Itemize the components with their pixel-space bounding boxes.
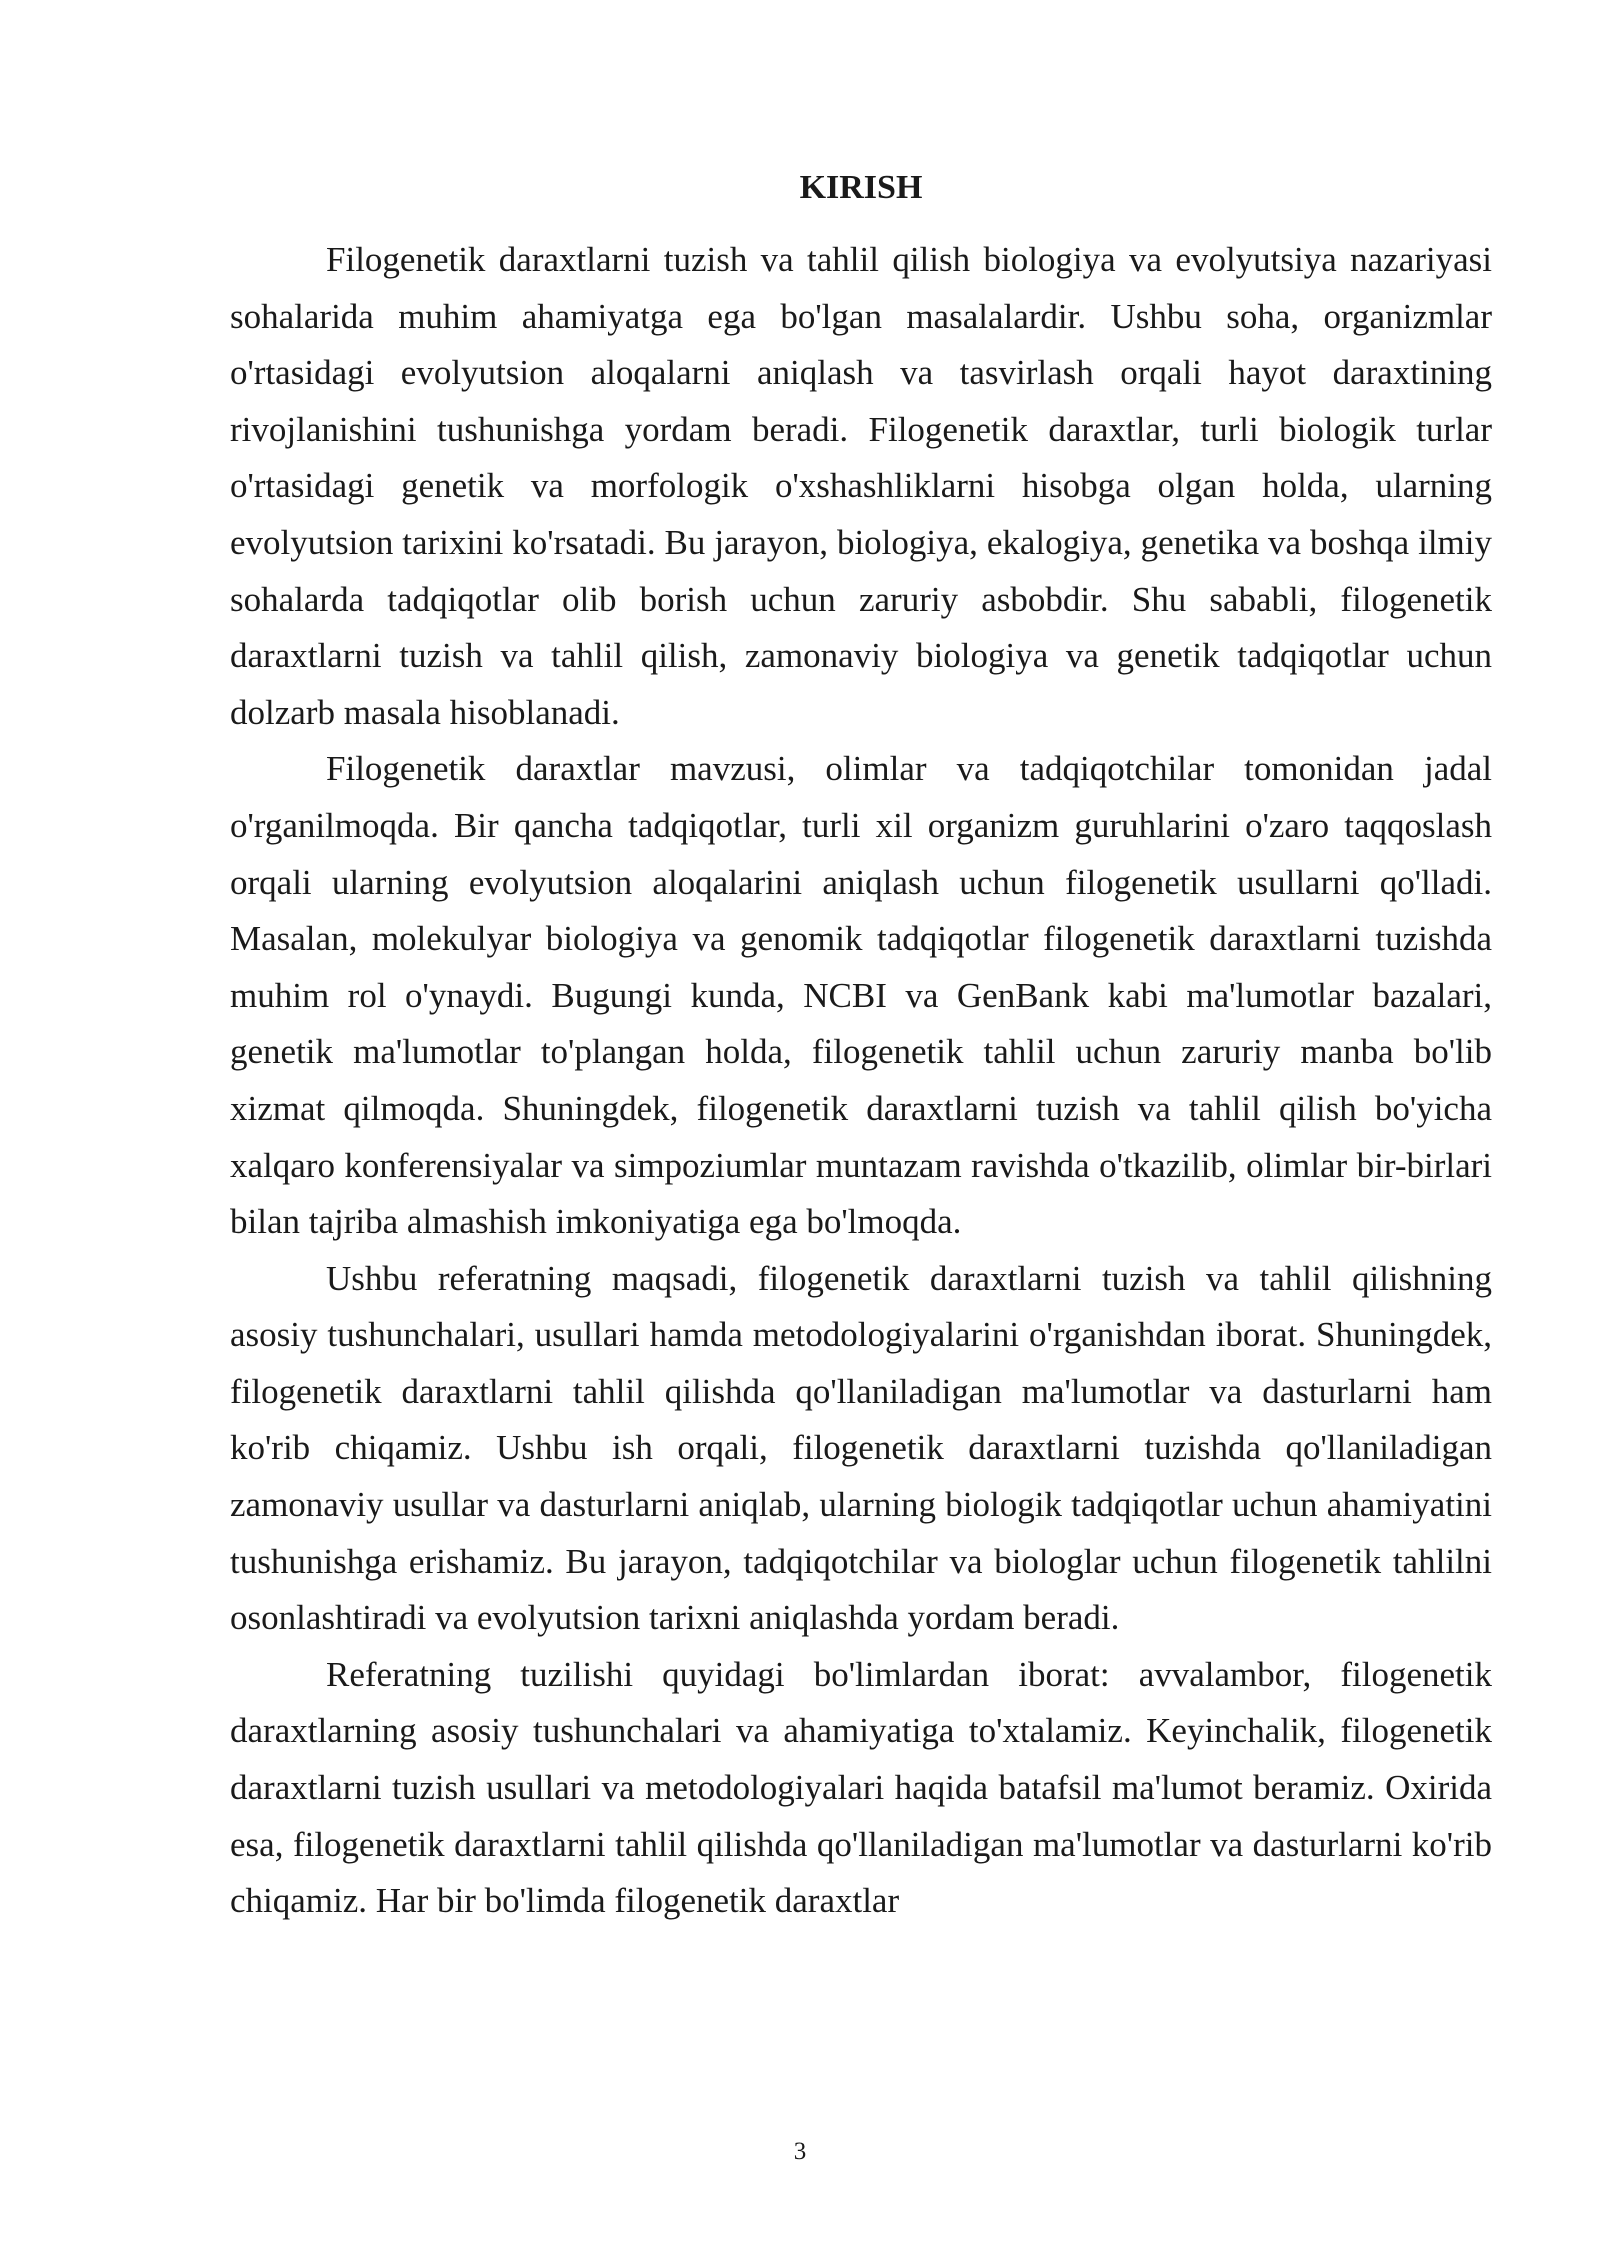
document-body xyxy=(230,160,1492,1930)
paragraph-1: Filogenetik daraxtlarni tuzish va tahlil qilish biologiya va evolyutsiya nazariyasi sohalarida muhim ahamiyatga ega bo'lgan masalalardir. Ushbu soha, organizmlar o'rtasidagi evolyutsion aloqalarni aniqlash va tasvirlash orqali hayot daraxtining rivojlanishini tushunishga yordam beradi. Filogenetik daraxtlar, turli biologik turlar o'rtasidagi genetik va morfologik o'xshashliklarni hisobga olgan holda, ularning evolyutsion tarixini ko'rsatadi. Bu jarayon, biologiya, ekalogiya, genetika va boshqa ilmiy sohalarda tadqiqotlar olib borish uchun zaruriy asbobdir. Shu sababli, filogenetik daraxtlarni tuzish va tahlil qilish, zamonaviy biologiya va genetik tadqiqotlar uchun dolzarb masala hisoblanadi. xyxy=(230,240,1492,732)
page-number: 3 xyxy=(793,2138,807,2165)
page-title: KIRISH xyxy=(799,169,923,206)
paragraph-4: Referatning tuzilishi quyidagi bo'limlardan iborat: avvalambor, filogenetik daraxtlarning asosiy tushunchalari va ahamiyatiga to'xtalamiz. Keyinchalik, filogenetik daraxtlarni tuzish usullari va metodologiyalari haqida batafsil ma'lumot beramiz. Oxirida esa, filogenetik daraxtlarni tahlil qilishda qo'llaniladigan ma'lumotlar va dasturlarni ko'rib chiqamiz. Har bir bo'limda filogenetik daraxtlar xyxy=(230,1654,1492,1921)
paragraph-2: Filogenetik daraxtlar mavzusi, olimlar va tadqiqotchilar tomonidan jadal o'rganilmoqda. Bir qancha tadqiqotlar, turli xil organizm guruhlarini o'zaro taqqoslash orqali ularning evolyutsion aloqalarini aniqlash uchun filogenetik usullarni qo'lladi. Masalan, molekulyar biologiya va genomik tadqiqotlar filogenetik daraxtlarni tuzishda muhim rol o'ynaydi. Bugungi kunda, NCBI va GenBank kabi ma'lumotlar bazalari, genetik ma'lumotlar to'plangan holda, filogenetik tahlil uchun zaruriy manba bo'lib xizmat qilmoqda. Shuningdek, filogenetik daraxtlarni tuzish va tahlil qilish bo'yicha xalqaro konferensiyalar va simpoziumlar muntazam ravishda o'tkazilib, olimlar bir-birlari bilan tajriba almashish imkoniyatiga ega bo'lmoqda. xyxy=(230,749,1492,1242)
paragraph-3: Ushbu referatning maqsadi, filogenetik daraxtlarni tuzish va tahlil qilishning asosiy tushunchalari, usullari hamda metodologiyalarini o'rganishdan iborat. Shuningdek, filogenetik daraxtlarni tahlil qilishda qo'llaniladigan ma'lumotlar va dasturlarni ham ko'rib chiqamiz. Ushbu ish orqali, filogenetik daraxtlarni tuzishda qo'llaniladigan zamonaviy usullar va dasturlarni aniqlab, ularning biologik tadqiqotlar uchun ahamiyatini tushunishga erishamiz. Bu jarayon, tadqiqotchilar va biologlar uchun filogenetik tahlilni osonlashtiradi va evolyutsion tarixni aniqlashda yordam beradi. xyxy=(230,1258,1492,1638)
